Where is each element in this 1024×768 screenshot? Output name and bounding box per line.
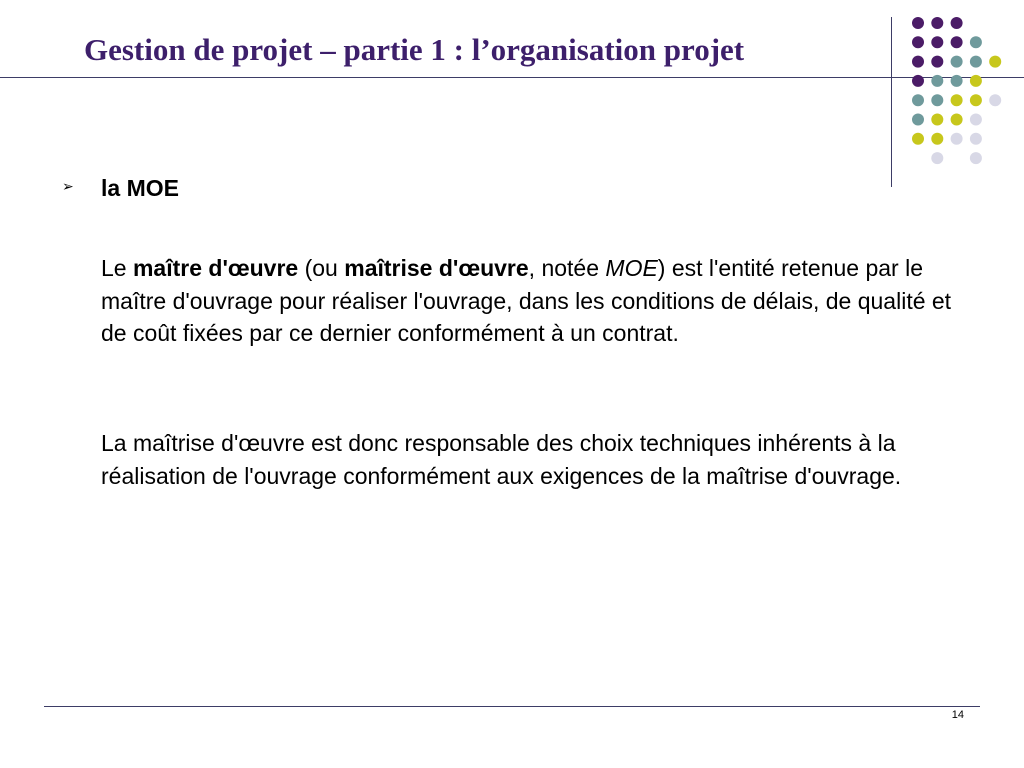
decorative-dot [931, 36, 943, 48]
slide-title: Gestion de projet – partie 1 : l’organisation projet [84, 32, 745, 67]
footer-divider [44, 706, 980, 707]
decorative-dot [989, 56, 1001, 68]
decorative-dot [970, 152, 982, 164]
decorative-dot [970, 114, 982, 126]
decorative-dot [931, 56, 943, 68]
decorative-dot [970, 56, 982, 68]
decorative-dot [912, 17, 924, 29]
page-number: 14 [951, 709, 964, 721]
decorative-dot [951, 17, 963, 29]
title-divider [0, 77, 1024, 78]
decorative-dot [931, 152, 943, 164]
decorative-dot [970, 133, 982, 145]
decorative-dot [989, 94, 1001, 106]
decorative-dot [931, 17, 943, 29]
decorative-dot [912, 133, 924, 145]
decorative-dot [970, 94, 982, 106]
decorative-dot [951, 36, 963, 48]
decorative-dot [931, 94, 943, 106]
decorative-dot [912, 36, 924, 48]
decorative-dot [951, 114, 963, 126]
decorative-dot [951, 56, 963, 68]
decorative-dot [912, 114, 924, 126]
decorative-dot [951, 94, 963, 106]
abbreviation-moe: MOE [605, 255, 658, 281]
decorative-dot [931, 114, 943, 126]
responsibility-paragraph: La maîtrise d'œuvre est donc responsable des choix techniques inhérents à la réalisation de l'ouvrage conformément aux exigences de la maîtrise d'ouvrage. [101, 430, 902, 489]
definition-paragraph [101, 252, 961, 350]
decorative-dot [951, 133, 963, 145]
decorative-dot [912, 94, 924, 106]
decorative-dot [912, 56, 924, 68]
term-maitrise-oeuvre: maîtrise d'œuvre [344, 255, 529, 281]
paragraph-text: ) est l'entité retenue par le maître d'ouvrage pour réaliser l'ouvrage, dans les conditions de délais, de qualité et de coût fixées par ce dernier conformément à un contrat. [101, 255, 952, 346]
paragraph-text: (ou [298, 255, 345, 281]
decorative-dot-grid [0, 0, 1024, 200]
decorative-dot [931, 133, 943, 145]
bullet-heading: la MOE [101, 175, 179, 201]
vertical-divider [891, 17, 892, 187]
arrowhead-bullet-icon: ➢ [62, 179, 74, 195]
term-maitre-oeuvre: maître d'œuvre [132, 255, 299, 281]
decorative-dot [970, 36, 982, 48]
paragraph-text: , notée [528, 255, 606, 281]
paragraph-text: Le [101, 255, 133, 281]
